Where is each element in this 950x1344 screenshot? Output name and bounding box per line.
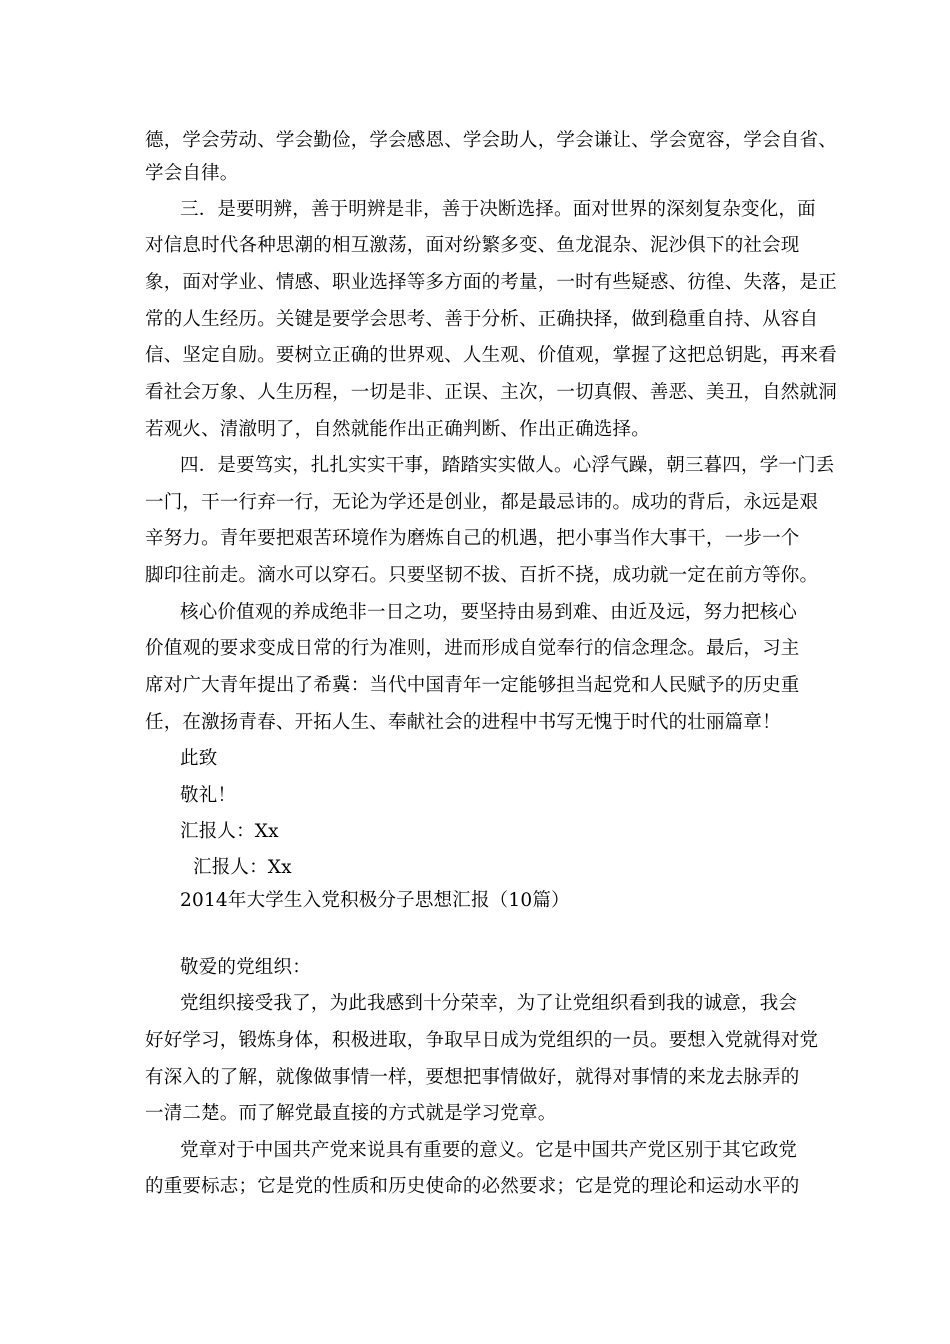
text-line: 信、坚定自励。要树立正确的世界观、人生观、价值观，掌握了这把总钥匙，再来看 [145,345,837,366]
closing-salutation: 此致 [180,748,218,769]
text-line: 辛努力。青年要把艰苦环境作为磨炼自己的机遇，把小事当作大事干，一步一个 [145,528,800,549]
paragraph-line: 党组织接受我了，为此我感到十分荣幸，为了让党组织看到我的诚意，我会 [180,993,798,1014]
section-title: 2014年大学生入党积极分子思想汇报（10篇） [180,890,570,911]
text-line: 席对广大青年提出了希冀：当代中国青年一定能够担当起党和人民赋予的历史重 [145,675,800,696]
text-line: 一门，干一行弃一行，无论为学还是创业，都是最忌讳的。成功的背后，永远是艰 [145,492,819,513]
text-line: 任，在激扬青春、开拓人生、奉献社会的进程中书写无愧于时代的壮丽篇章！ [145,712,781,733]
text-line: 脚印往前走。滴水可以穿石。只要坚韧不拔、百折不挠，成功就一定在前方等你。 [145,565,819,586]
closing-regards: 敬礼！ [180,785,237,806]
paragraph-four-start: 四．是要笃实，扎扎实实干事，踏踏实实做人。心浮气躁，朝三暮四，学一门丢 [180,455,835,476]
reporter-signature: 汇报人：Xx [180,821,279,842]
text-line: 价值观的要求变成日常的行为准则，进而形成自觉奉行的信念理念。最后，习主 [145,638,800,659]
text-line: 有深入的了解，就像做事情一样，要想把事情做好，就得对事情的来龙去脉弄的 [145,1067,800,1088]
letter-greeting: 敬爱的党组织： [180,957,311,978]
paragraph-line: 党章对于中国共产党来说具有重要的意义。它是中国共产党区别于其它政党 [180,1140,798,1161]
text-line: 学会自律。 [145,163,239,184]
text-line: 德，学会劳动、学会勤俭，学会感恩、学会助人，学会谦让、学会宽容，学会自省、 [145,130,837,151]
text-line: 好好学习，锻炼身体，积极进取，争取早日成为党组织的一员。要想入党就得对党 [145,1030,819,1051]
text-line: 常的人生经历。关键是要学会思考、善于分析、正确抉择，做到稳重自持、从容自 [145,309,819,330]
paragraph-three-start: 三．是要明辨，善于明辨是非，善于决断选择。面对世界的深刻复杂变化，面 [180,199,816,220]
reporter-signature: 汇报人：Xx [193,857,292,878]
text-line: 象，面对学业、情感、职业选择等多方面的考量，一时有些疑惑、彷徨、失落，是正 [145,272,837,293]
text-line: 的重要标志；它是党的性质和历史使命的必然要求；它是党的理论和运动水平的 [145,1176,800,1197]
text-line: 看社会万象、人生历程，一切是非、正误、主次，一切真假、善恶、美丑，自然就洞 [145,382,837,403]
text-line: 若观火、清澈明了，自然就能作出正确判断、作出正确选择。 [145,419,650,440]
paragraph-core-values-start: 核心价值观的养成绝非一日之功，要坚持由易到难、由近及远，努力把核心 [180,602,798,623]
text-line: 对信息时代各种思潮的相互激荡，面对纷繁多变、鱼龙混杂、泥沙俱下的社会现 [145,235,800,256]
text-line: 一清二楚。而了解党最直接的方式就是学习党章。 [145,1103,557,1124]
